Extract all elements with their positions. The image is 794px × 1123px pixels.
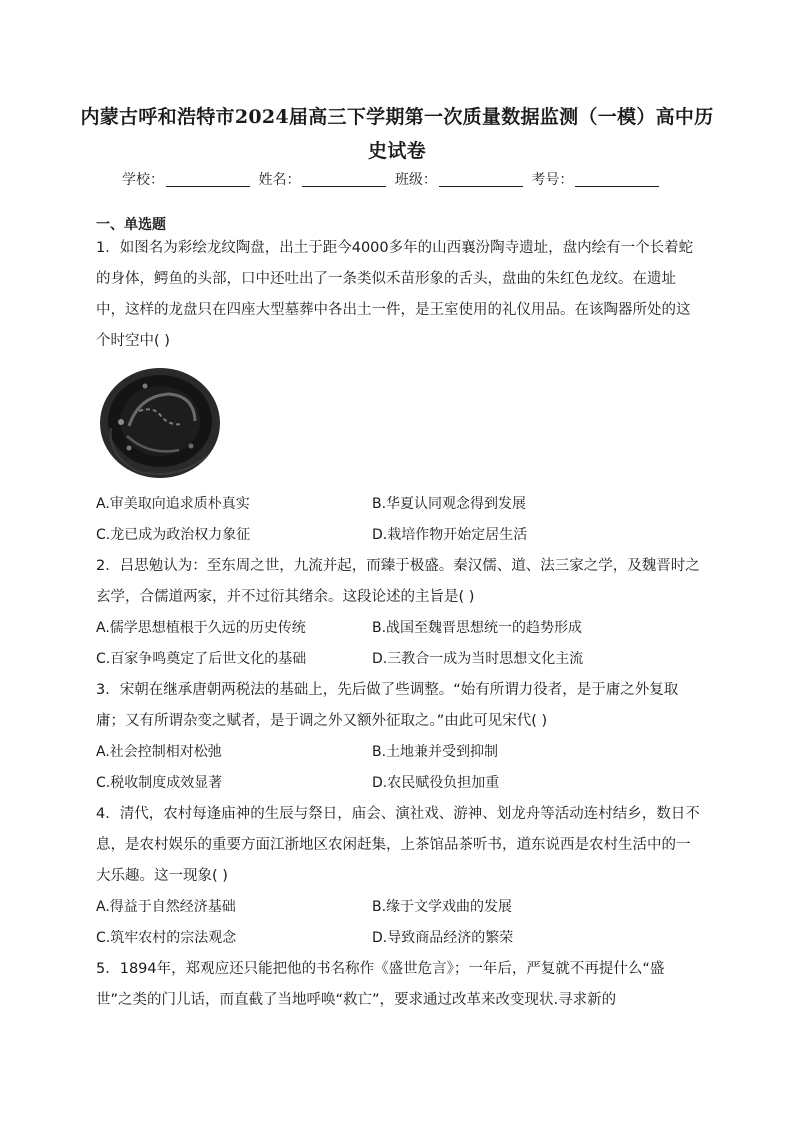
name-field: 姓名：: [258, 170, 386, 190]
q3-option-b[interactable]: B.土地兼并受到抑制: [372, 744, 499, 760]
q2-option-a[interactable]: A.儒学思想植根于久远的历史传统: [96, 620, 306, 636]
q1-option-d[interactable]: D.栽培作物开始定居生活: [372, 527, 528, 543]
class-field: 班级：: [395, 170, 523, 190]
question-4-stem: 4．清代，农村每逢庙神的生辰与祭日，庙会、演社戏、游神、划龙舟等活动连村结乡，数日不息，是农村娱乐的重要方面江浙地区农闲赶集，上茶馆品茶听书，道东说西是农村生活中的一大乐趣。这一现象( ): [96, 806, 700, 884]
class-blank[interactable]: [439, 172, 523, 187]
question-3-options: [96, 737, 700, 799]
question-1-options: [96, 489, 700, 551]
painted-dragon-plate-image: [99, 366, 221, 480]
q2-option-b[interactable]: B.战国至魏晋思想统一的趋势形成: [372, 620, 583, 636]
q4-option-b[interactable]: B.缘于文学戏曲的发展: [372, 899, 513, 915]
q3-option-a[interactable]: A.社会控制相对松弛: [96, 744, 222, 760]
school-field: 学校：: [122, 170, 250, 190]
question-2-options: [96, 613, 700, 675]
q1-option-a[interactable]: A.审美取向追求质朴真实: [96, 496, 250, 512]
exam-number-blank[interactable]: [575, 172, 659, 187]
name-blank[interactable]: [302, 172, 386, 187]
question-3-stem: 3．宋朝在继承唐朝两税法的基础上，先后做了些调整。“始有所谓力役者，是于庸之外复取庸；又有所谓杂变之赋者，是于调之外又额外征取之。”由此可见宋代( ): [96, 682, 679, 729]
student-info-fields: [122, 170, 682, 190]
q4-option-d[interactable]: D.导致商品经济的繁荣: [372, 930, 514, 946]
exam-number-field: 考号：: [531, 170, 659, 190]
question-4-options: [96, 892, 700, 954]
q4-option-c[interactable]: C.筑牢农村的宗法观念: [96, 930, 237, 946]
question-5-stem: 5．1894年，郑观应还只能把他的书名称作《盛世危言》；一年后，严复就不再提什么“盛世”之类的门儿话，而直截了当地呼唤“救亡”，要求通过改革来改变现状.寻求新的: [96, 961, 665, 1008]
school-blank[interactable]: [166, 172, 250, 187]
question-2-stem: 2．吕思勉认为：至东周之世，九流并起，而臻于极盛。秦汉儒、道、法三家之学，及魏晋时之玄学，合儒道两家，并不过衍其绪余。这段论述的主旨是( ): [96, 558, 700, 605]
q4-option-a[interactable]: A.得益于自然经济基础: [96, 899, 236, 915]
q3-option-d[interactable]: D.农民赋役负担加重: [372, 775, 500, 791]
q2-option-d[interactable]: D.三教合一成为当时思想文化主流: [372, 651, 584, 667]
exam-title: 内蒙古呼和浩特市2024届高三下学期第一次质量数据监测（一模）高中历史试卷: [80, 106, 714, 162]
section-heading: 一、单选题: [96, 217, 166, 233]
q1-option-c[interactable]: C.龙已成为政治权力象征: [96, 527, 251, 543]
q2-option-c[interactable]: C.百家争鸣奠定了后世文化的基础: [96, 651, 307, 667]
question-1-stem: 1．如图名为彩绘龙纹陶盘，出土于距今4000多年的山西襄汾陶寺遗址，盘内绘有一个长着蛇的身体，鳄鱼的头部，口中还吐出了一条类似禾苗形象的舌头，盘曲的朱红色龙纹。在遗址中，这样的龙盘只在四座大型墓葬中各出土一件，是王室使用的礼仪用品。在该陶器所处的这个时空中( ): [96, 240, 694, 349]
q3-option-c[interactable]: C.税收制度成效显著: [96, 775, 223, 791]
q1-option-b[interactable]: B.华夏认同观念得到发展: [372, 496, 527, 512]
